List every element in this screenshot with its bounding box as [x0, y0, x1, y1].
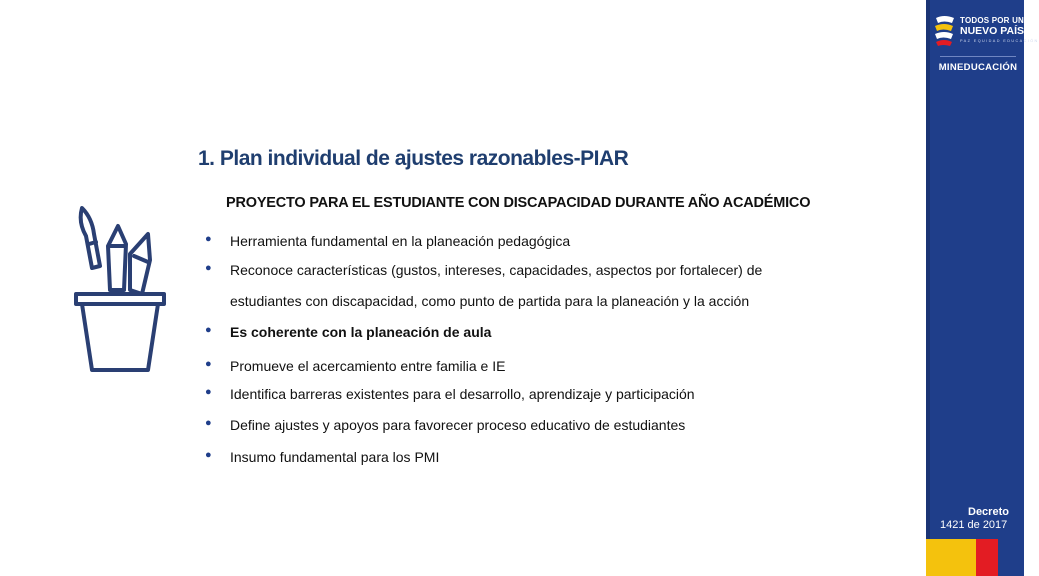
bullet-dot-icon: ●: [205, 386, 212, 398]
government-logo: [932, 14, 1039, 58]
pencil-cup-icon: [72, 204, 168, 376]
bullet-dot-icon: ●: [205, 233, 212, 245]
list-item-text: Promueve el acercamiento entre familia e IE: [230, 358, 506, 374]
sidebar-edge: [926, 0, 930, 576]
slide-title: 1. Plan individual de ajustes razonables-PIAR: [198, 147, 629, 170]
list-item-text: Herramienta fundamental en la planeación pedagógica: [230, 233, 571, 249]
list-item-text: Reconoce características (gustos, intereses, capacidades, aspectos por fortalecer) de: [230, 262, 763, 278]
list-item-text: estudiantes con discapacidad, como punto de partida para la planeación y la acción: [230, 293, 750, 309]
list-item-text: Identifica barreras existentes para el desarrollo, aprendizaje y participación: [230, 386, 695, 402]
decree-label: Decreto: [968, 506, 1009, 518]
bullet-dot-icon: ●: [205, 449, 212, 461]
slide-subtitle: PROYECTO PARA EL ESTUDIANTE CON DISCAPACIDAD DURANTE AÑO ACADÉMICO: [226, 195, 811, 211]
list-item-text: Insumo fundamental para los PMI: [230, 449, 440, 465]
bullet-dot-icon: ●: [205, 262, 212, 274]
flag-swoosh-icon: [932, 14, 958, 50]
flag-blue-band: [998, 539, 1024, 576]
logo-text-top: TODOS POR UN: [960, 16, 1025, 25]
logo-text-main: NUEVO PAÍS: [960, 25, 1024, 37]
bullet-dot-icon: ●: [205, 358, 212, 370]
flag-yellow-band: [926, 539, 976, 576]
brand-sidebar: [926, 0, 1024, 576]
ministry-label: MINEDUCACIÓN: [938, 62, 1018, 73]
bullet-dot-icon: ●: [205, 324, 212, 336]
bullet-dot-icon: ●: [205, 417, 212, 429]
decree-year: 1421 de 2017: [940, 519, 1008, 531]
logo-text-motto: PAZ EQUIDAD EDUCACIÓN: [960, 39, 1039, 43]
list-item-text: Define ajustes y apoyos para favorecer proceso educativo de estudiantes: [230, 417, 686, 433]
logo-divider: [940, 56, 1016, 57]
list-item-text: Es coherente con la planeación de aula: [230, 324, 492, 340]
